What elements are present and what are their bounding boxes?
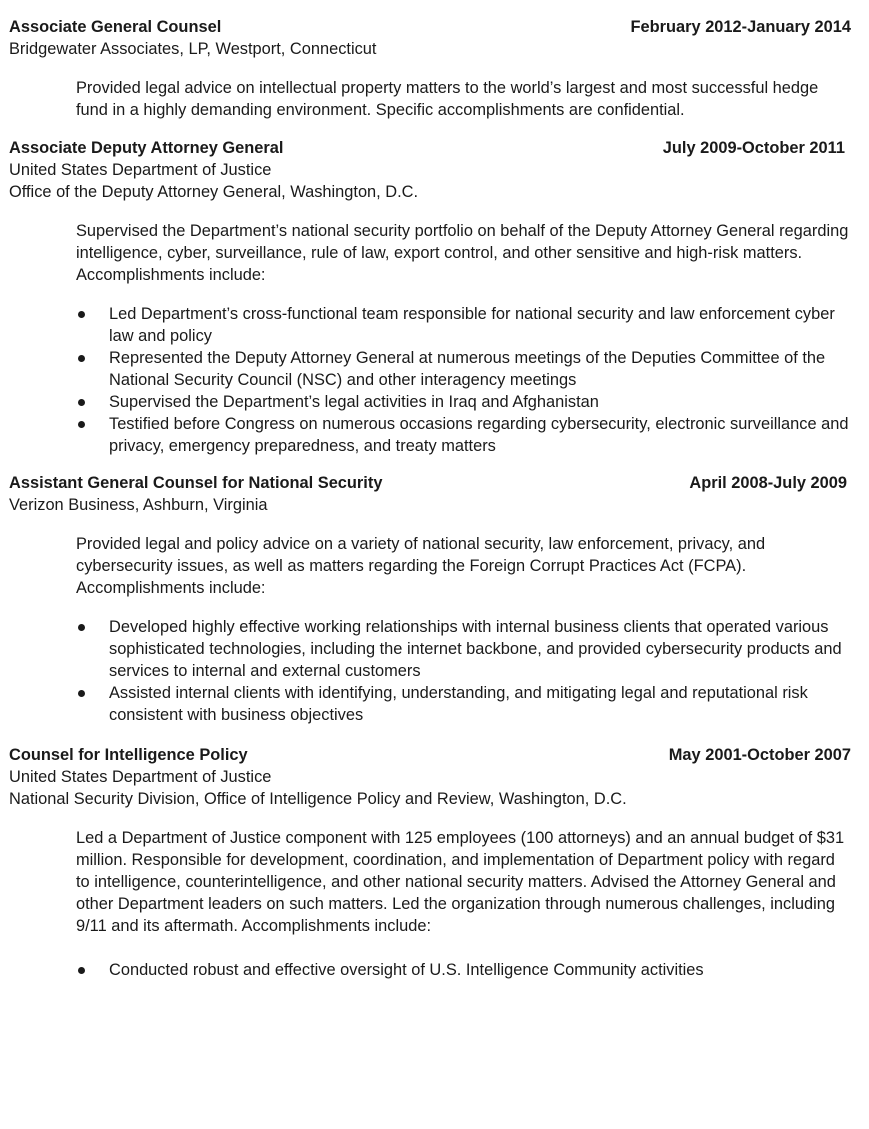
bullet-icon: [78, 355, 85, 362]
list-item: [9, 959, 854, 981]
resume-page: [9, 16, 851, 993]
job-organization: United States Department of Justice: [9, 161, 272, 179]
list-item-text: Represented the Deputy Attorney General at numerous meetings of the Deputies Committee of the National Security Council (NSC) and other interagency meetings: [109, 349, 826, 389]
job-header: [9, 744, 851, 766]
bullet-icon: [78, 624, 85, 631]
job-office: National Security Division, Office of Intelligence Policy and Review, Washington, D.C.: [9, 790, 627, 808]
bullet-icon: [78, 690, 85, 697]
job-title: Associate Deputy Attorney General: [9, 139, 284, 157]
list-item: [9, 413, 869, 457]
list-item: [9, 682, 854, 726]
bullet-icon: [78, 311, 85, 318]
list-item-text: Supervised the Department’s legal activities in Iraq and Afghanistan: [109, 393, 599, 411]
job-dates: February 2012-January 2014: [630, 18, 851, 36]
bullet-icon: [78, 421, 85, 428]
list-item-text: Assisted internal clients with identifying, understanding, and mitigating legal and reputational risk consistent with business objectives: [109, 684, 808, 724]
list-item-text: Testified before Congress on numerous occasions regarding cybersecurity, electronic surveillance and privacy, emergency preparedness, and treaty matters: [109, 415, 849, 455]
job-title: Associate General Counsel: [9, 18, 222, 36]
job-description: Provided legal and policy advice on a variety of national security, law enforcement, privacy, and cybersecurity issues, as well as matters regarding the Foreign Corrupt Practices Act (FCPA). Accomplishments include:: [76, 535, 766, 597]
job-dates: May 2001-October 2007: [668, 746, 851, 764]
job-organization: Verizon Business, Ashburn, Virginia: [9, 496, 268, 514]
job-description: Provided legal advice on intellectual property matters to the world’s largest and most successful hedge fund in a highly demanding environment. Specific accomplishments are confidential.: [76, 79, 819, 119]
list-item: [9, 616, 854, 682]
list-item-text: Developed highly effective working relationships with internal business clients that operated various sophisticated technologies, including the internet backbone, and provided cybersecurity products and services to internal and external customers: [109, 618, 842, 680]
bullet-icon: [78, 399, 85, 406]
job-title: Assistant General Counsel for National Security: [9, 474, 383, 492]
list-item: [9, 303, 854, 347]
job-office: Office of the Deputy Attorney General, Washington, D.C.: [9, 183, 419, 201]
job-organization: United States Department of Justice: [9, 768, 272, 786]
job-title: Counsel for Intelligence Policy: [9, 746, 248, 764]
job-entry: [9, 744, 851, 981]
job-dates: July 2009-October 2011: [662, 139, 845, 157]
list-item: [9, 391, 854, 413]
accomplishments-list: [9, 303, 851, 457]
job-header: [9, 137, 845, 159]
list-item: [9, 347, 854, 391]
job-entry: [9, 137, 851, 457]
accomplishments-list: [9, 959, 851, 981]
job-entry: [9, 16, 851, 121]
job-header: [9, 16, 851, 38]
accomplishments-list: [9, 616, 851, 726]
job-description: Supervised the Department’s national security portfolio on behalf of the Deputy Attorney General regarding intelligence, cyber, surveillance, rule of law, export control, and other sensitive and high-risk matters. Accomplishments include:: [76, 222, 849, 284]
job-header: [9, 472, 847, 494]
bullet-icon: [78, 967, 85, 974]
list-item-text: Led Department’s cross-functional team responsible for national security and law enforcement cyber law and policy: [109, 305, 835, 345]
job-entry: [9, 472, 851, 726]
job-organization: Bridgewater Associates, LP, Westport, Connecticut: [9, 40, 377, 58]
list-item-text: Conducted robust and effective oversight of U.S. Intelligence Community activities: [109, 961, 704, 979]
job-dates: April 2008-July 2009: [689, 474, 847, 492]
job-description: Led a Department of Justice component with 125 employees (100 attorneys) and an annual budget of $31 million. Responsible for development, coordination, and implementation of Department policy with regard to intelligence, counterintelligence, and other national security matters. Advised the Attorney General and other Department leaders on such matters. Led the organization through numerous challenges, including 9/11 and its aftermath. Accomplishments include:: [76, 829, 845, 935]
